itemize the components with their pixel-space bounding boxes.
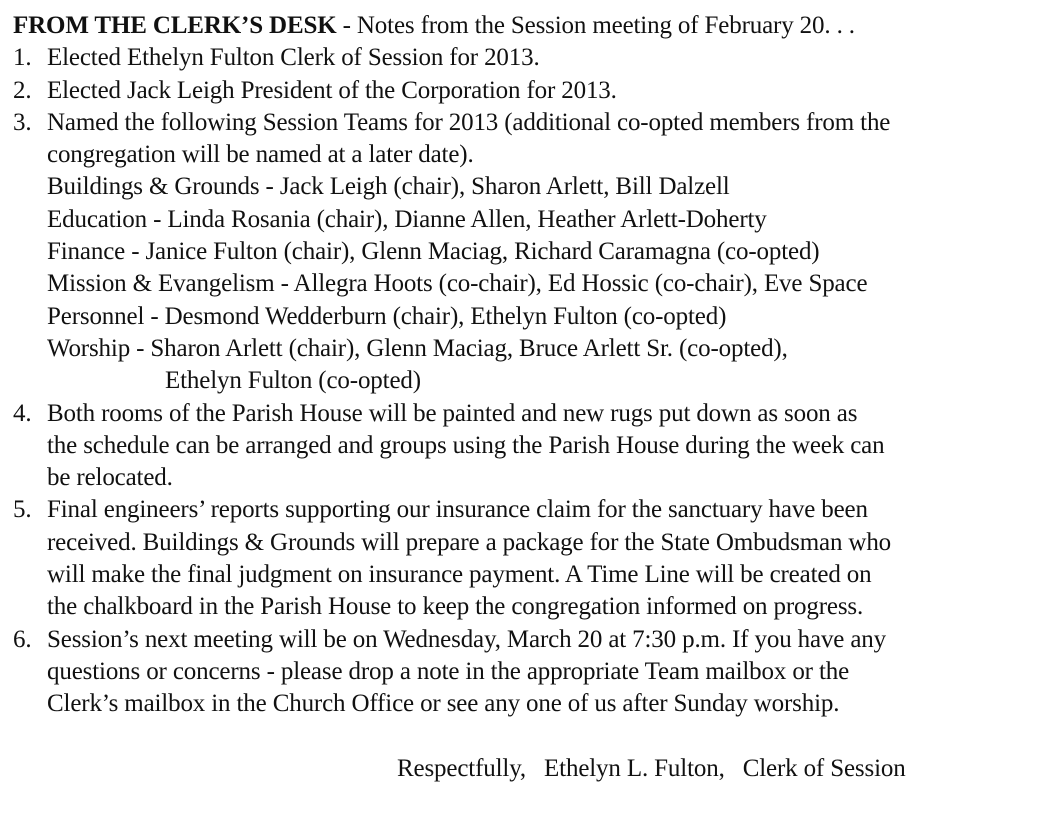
item-text-line: Elected Ethelyn Fulton Clerk of Session for 2013. <box>47 44 540 72</box>
item-text-line: Both rooms of the Parish House will be painted and new rugs put down as soon as <box>47 399 858 427</box>
team-mission-evangelism: Mission & Evangelism - Allegra Hoots (co-chair), Ed Hossic (co-chair), Eve Space <box>47 270 868 298</box>
list-item-1 <box>13 42 1043 74</box>
item-number: 6. <box>13 625 32 653</box>
notice-heading <box>13 10 1043 42</box>
item-text-line: the schedule can be arranged and groups using the Parish House during the week can <box>47 431 885 459</box>
team-education: Education - Linda Rosania (chair), Dianne Allen, Heather Arlett-Doherty <box>47 205 767 233</box>
item-text-line: Clerk’s mailbox in the Church Office or see any one of us after Sunday worship. <box>47 690 840 718</box>
clerks-desk-notice <box>13 10 1043 785</box>
signature-name: Ethelyn L. Fulton, <box>544 754 725 782</box>
list-item-5 <box>13 494 1043 623</box>
team-worship-continued: Ethelyn Fulton (co-opted) <box>165 367 421 395</box>
item-text-line: Session’s next meeting will be on Wednesday, March 20 at 7:30 p.m. If you have any <box>47 625 886 653</box>
item-number: 1. <box>13 44 32 72</box>
session-teams-list <box>13 171 1043 397</box>
item-text-line: questions or concerns - please drop a note in the appropriate Team mailbox or the <box>47 657 850 685</box>
item-text-line: congregation will be named at a later date). <box>47 141 474 169</box>
team-worship: Worship - Sharon Arlett (chair), Glenn Maciag, Bruce Arlett Sr. (co-opted), <box>47 334 788 362</box>
list-item-2 <box>13 75 1043 107</box>
team-finance: Finance - Janice Fulton (chair), Glenn Maciag, Richard Caramagna (co-opted) <box>47 238 820 266</box>
item-number: 3. <box>13 108 32 136</box>
signature-role: Clerk of Session <box>742 754 906 782</box>
signature-line <box>13 753 1043 785</box>
team-personnel: Personnel - Desmond Wedderburn (chair), Ethelyn Fulton (co-opted) <box>47 302 727 330</box>
list-item-4 <box>13 398 1043 495</box>
item-number: 2. <box>13 76 32 104</box>
heading-subtitle: - Notes from the Session meeting of February 20. . . <box>336 12 855 39</box>
team-buildings-grounds: Buildings & Grounds - Jack Leigh (chair), Sharon Arlett, Bill Dalzell <box>47 173 730 201</box>
item-text-line: be relocated. <box>47 464 173 492</box>
signature-closing: Respectfully, <box>397 754 527 782</box>
heading-title: FROM THE CLERK’S DESK <box>13 12 337 39</box>
item-number: 5. <box>13 496 32 524</box>
list-item-6 <box>13 624 1043 721</box>
list-item-3 <box>13 107 1043 172</box>
item-number: 4. <box>13 399 32 427</box>
item-text-line: Final engineers’ reports supporting our insurance claim for the sanctuary have been <box>47 496 868 524</box>
item-text-line: received. Buildings & Grounds will prepare a package for the State Ombudsman who <box>47 528 892 556</box>
item-text-line: will make the final judgment on insurance payment. A Time Line will be created on <box>47 561 872 589</box>
item-text-line: the chalkboard in the Parish House to keep the congregation informed on progress. <box>47 593 864 621</box>
item-text-line: Elected Jack Leigh President of the Corporation for 2013. <box>47 76 617 104</box>
item-text-line: Named the following Session Teams for 2013 (additional co-opted members from the <box>47 108 891 136</box>
